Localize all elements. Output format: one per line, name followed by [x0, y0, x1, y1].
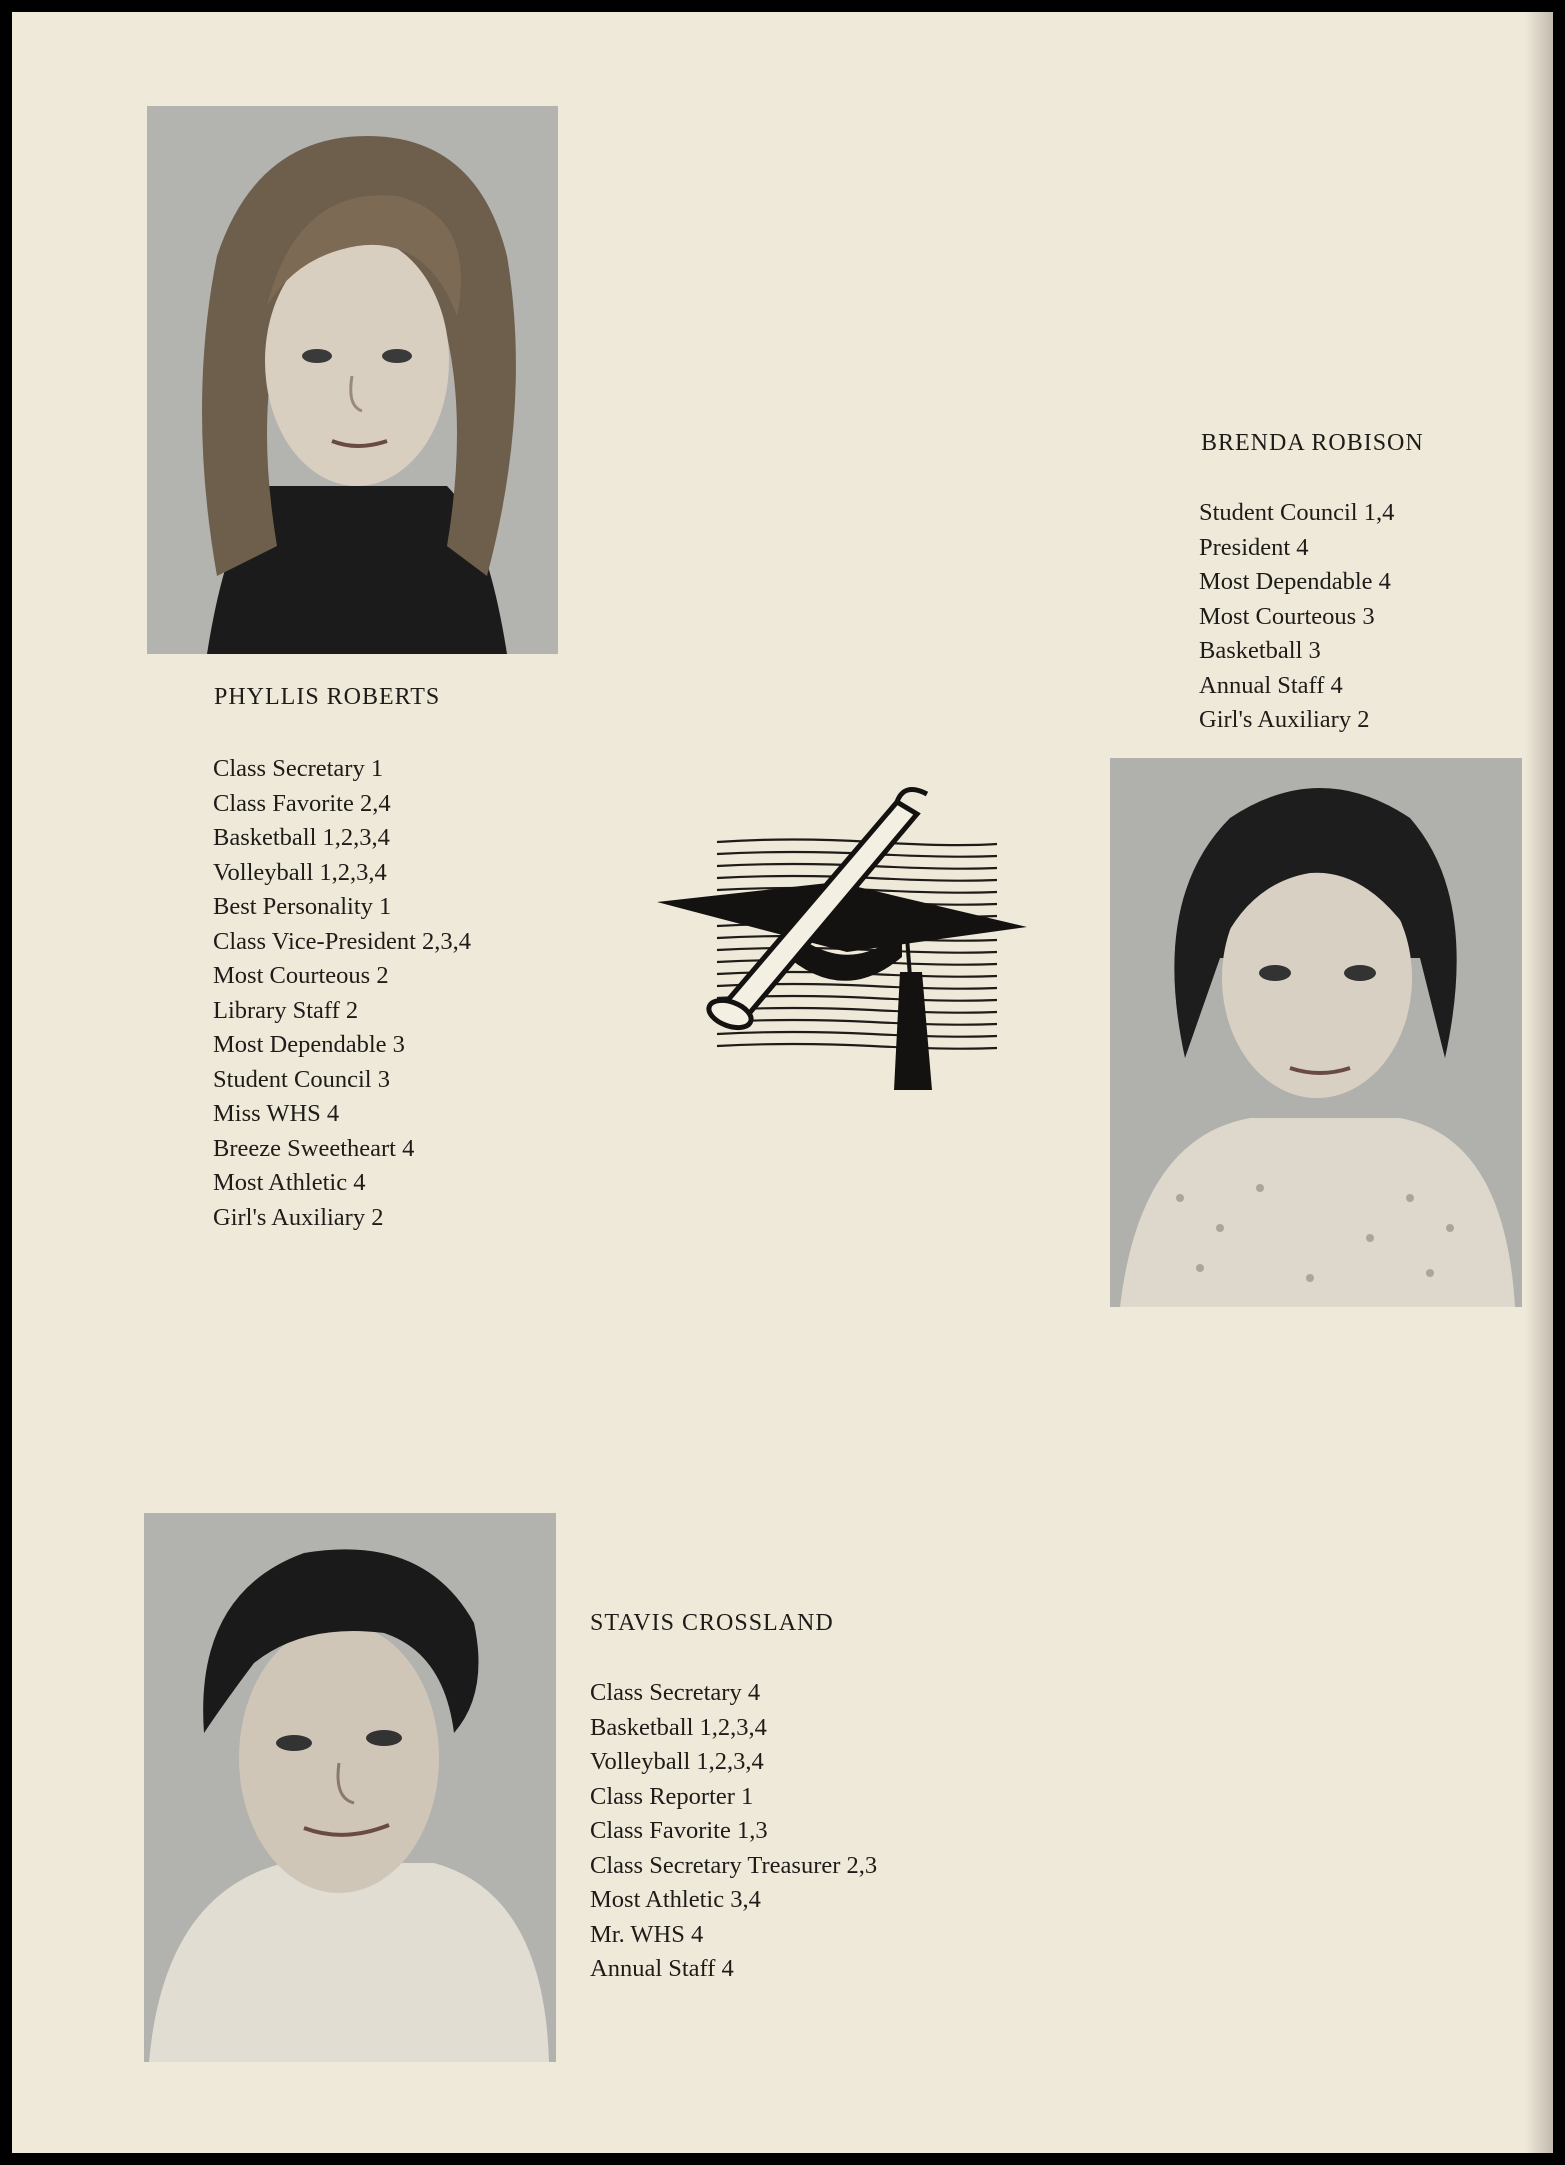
activity-item: Most Dependable 4 — [1199, 568, 1391, 595]
activity-item: Student Council 1,4 — [1199, 499, 1395, 526]
graduation-cap-diploma-icon — [642, 782, 1032, 1092]
activity-item: Basketball 3 — [1199, 637, 1321, 664]
activity-item: Mr. WHS 4 — [590, 1920, 704, 1948]
activity-item: Class Secretary 4 — [590, 1679, 761, 1706]
activity-item: Most Dependable 3 — [213, 1031, 405, 1058]
activity-list-phyllis-roberts — [213, 752, 471, 1235]
activity-item: Class Favorite 1,3 — [590, 1817, 768, 1844]
activity-item: Class Secretary Treasurer 2,3 — [590, 1851, 878, 1879]
activity-item: Student Council 3 — [213, 1065, 390, 1093]
activity-item: Volleyball 1,2,3,4 — [213, 858, 387, 886]
activity-item: Class Reporter 1 — [590, 1782, 754, 1810]
activity-list-stavis-crossland — [590, 1676, 877, 1987]
student-name-stavis-crossland: STAVIS CROSSLAND — [590, 1610, 834, 1636]
activity-item: Most Courteous 3 — [1199, 602, 1375, 630]
activity-item: Basketball 1,2,3,4 — [590, 1713, 767, 1741]
portrait-photo-brenda-robison — [1110, 758, 1522, 1307]
activity-item: Annual Staff 4 — [1199, 671, 1343, 699]
activity-item: Girl's Auxiliary 2 — [213, 1203, 384, 1231]
student-name-brenda-robison: BRENDA ROBISON — [1201, 430, 1424, 456]
activity-item: Most Athletic 3,4 — [590, 1886, 761, 1913]
activity-item: Breeze Sweetheart 4 — [213, 1134, 415, 1162]
activity-item: Volleyball 1,2,3,4 — [590, 1748, 764, 1775]
student-name-phyllis-roberts: PHYLLIS ROBERTS — [214, 684, 441, 710]
activity-list-brenda-robison — [1199, 496, 1394, 738]
portrait-photo-stavis-crossland — [144, 1513, 556, 2062]
activity-item: Library Staff 2 — [213, 996, 359, 1024]
activity-item: Most Courteous 2 — [213, 962, 389, 989]
activity-item: Miss WHS 4 — [213, 1100, 340, 1127]
portrait-photo-phyllis-roberts — [147, 106, 558, 654]
page-edge-shadow — [1525, 12, 1553, 2153]
yearbook-page — [12, 12, 1553, 2153]
activity-item: President 4 — [1199, 533, 1309, 561]
activity-item: Girl's Auxiliary 2 — [1199, 706, 1370, 733]
activity-item: Class Secretary 1 — [213, 755, 384, 782]
activity-item: Basketball 1,2,3,4 — [213, 824, 390, 851]
activity-item: Annual Staff 4 — [590, 1955, 734, 1982]
activity-item: Best Personality 1 — [213, 893, 392, 920]
activity-item: Class Vice-President 2,3,4 — [213, 927, 472, 955]
activity-item: Class Favorite 2,4 — [213, 789, 391, 817]
activity-item: Most Athletic 4 — [213, 1169, 366, 1196]
